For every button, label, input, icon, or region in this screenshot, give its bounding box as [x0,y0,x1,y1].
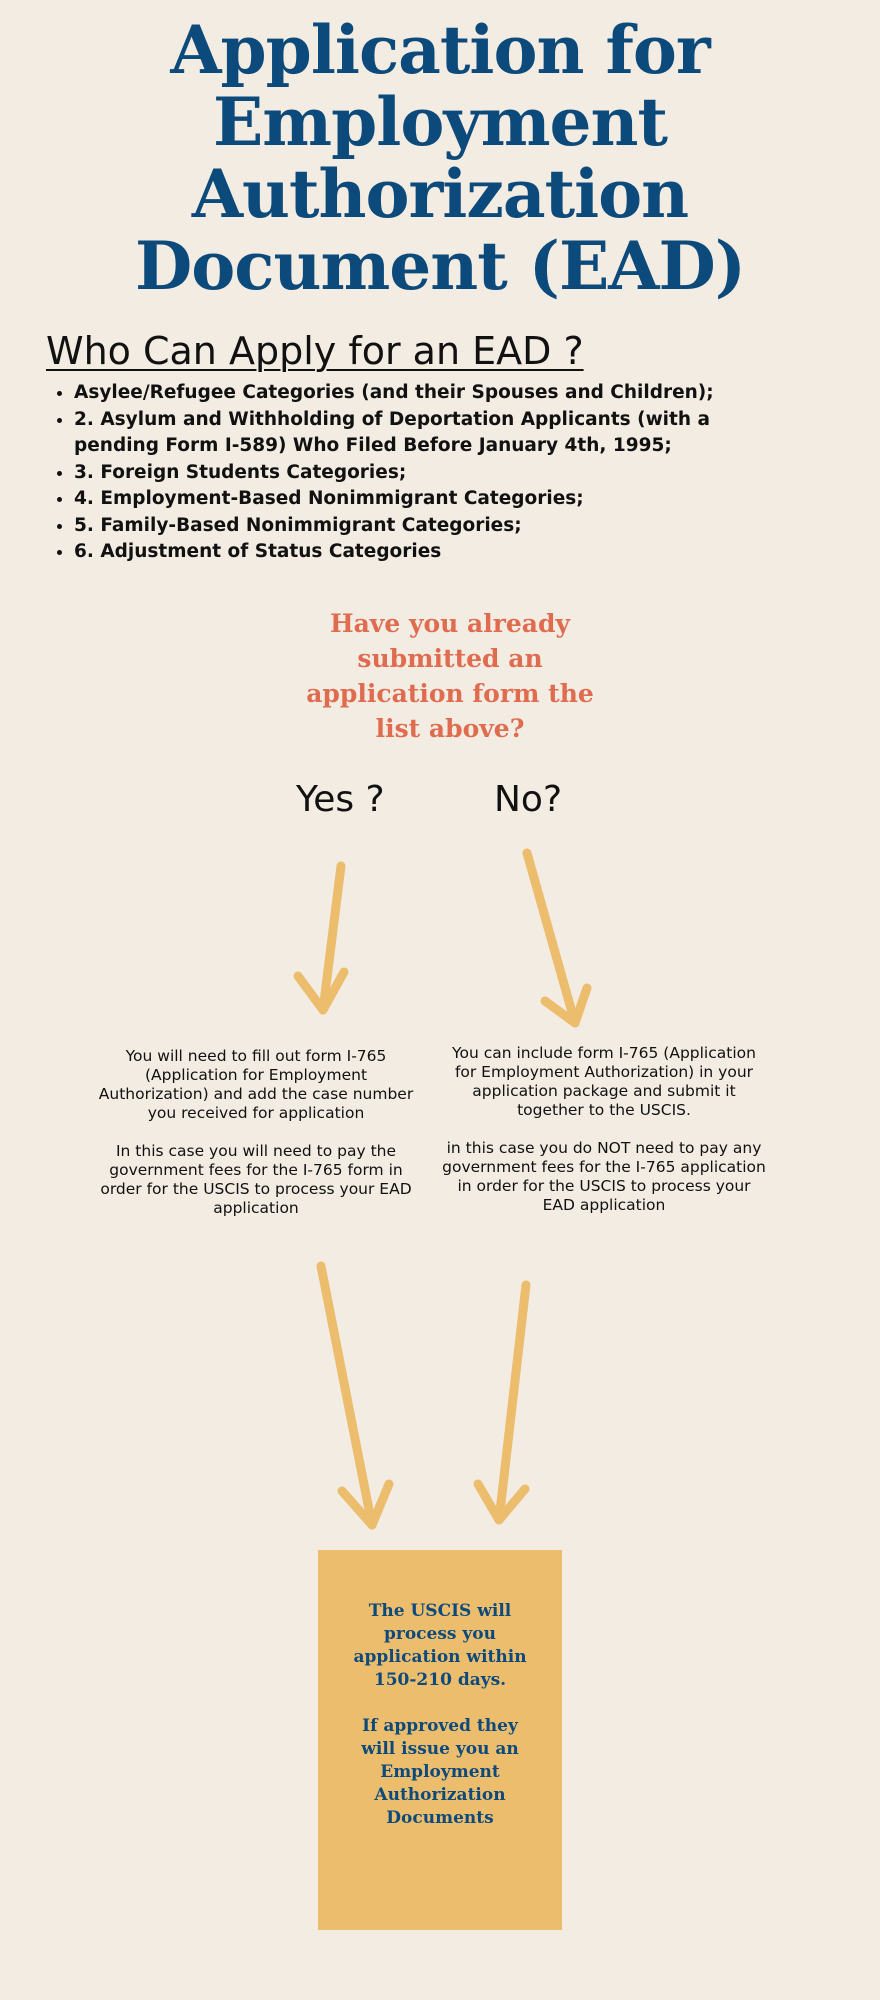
no-branch-text: You can include form I-765 (Application for Employment Authorization) in your application package and submit it together to the USCIS. [452,1044,756,1119]
yes-branch-fee-text: In this case you will need to pay the government fees for the I-765 form in order for the USCIS to process your EAD application [100,1142,412,1217]
yes-branch-description [92,1047,420,1237]
no-label: No? [494,779,563,820]
no-arrow-icon [527,853,587,1023]
yes-arrow-icon [298,866,344,1010]
result-box [318,1550,562,1930]
eligibility-item: • 4. Employment-Based Nonimmigrant Categories; [74,486,714,513]
page-title: Application for Employment Authorization Document (EAD) [135,11,745,305]
eligibility-item: • 3. Foreign Students Categories; [74,460,714,487]
no-branch-description [440,1044,768,1234]
eligibility-item: • Asylee/Refugee Categories (and their Spouses and Children); [74,380,714,407]
yes-label: Yes ? [296,779,385,820]
no-branch-fee-text: in this case you do NOT need to pay any government fees for the I-765 application in order for the USCIS to process your EAD application [442,1139,766,1214]
eligibility-item: • 2. Asylum and Withholding of Deportation Applicants (with a pending Form I-589) Who Filed Before January 4th, 1995; [74,407,714,460]
eligibility-item: • 5. Family-Based Nonimmigrant Categories; [74,513,714,540]
yes-branch-text: You will need to fill out form I-765 (Application for Employment Authorization) and add the case number you received for application [98,1047,414,1122]
no-to-result-arrow-icon [478,1285,526,1520]
eligibility-item: • 6. Adjustment of Status Categories [74,539,714,566]
result-processing-text: The USCIS will process you application within 150-210 days. [353,1601,527,1690]
eligibility-heading: Who Can Apply for an EAD ? [46,329,584,373]
result-approval-text: If approved they will issue you an Employment Authorization Documents [361,1716,519,1828]
question-text: Have you already submitted an application form the list above? [306,609,594,743]
yes-to-result-arrow-icon [321,1266,389,1525]
result-text [318,1600,562,1853]
